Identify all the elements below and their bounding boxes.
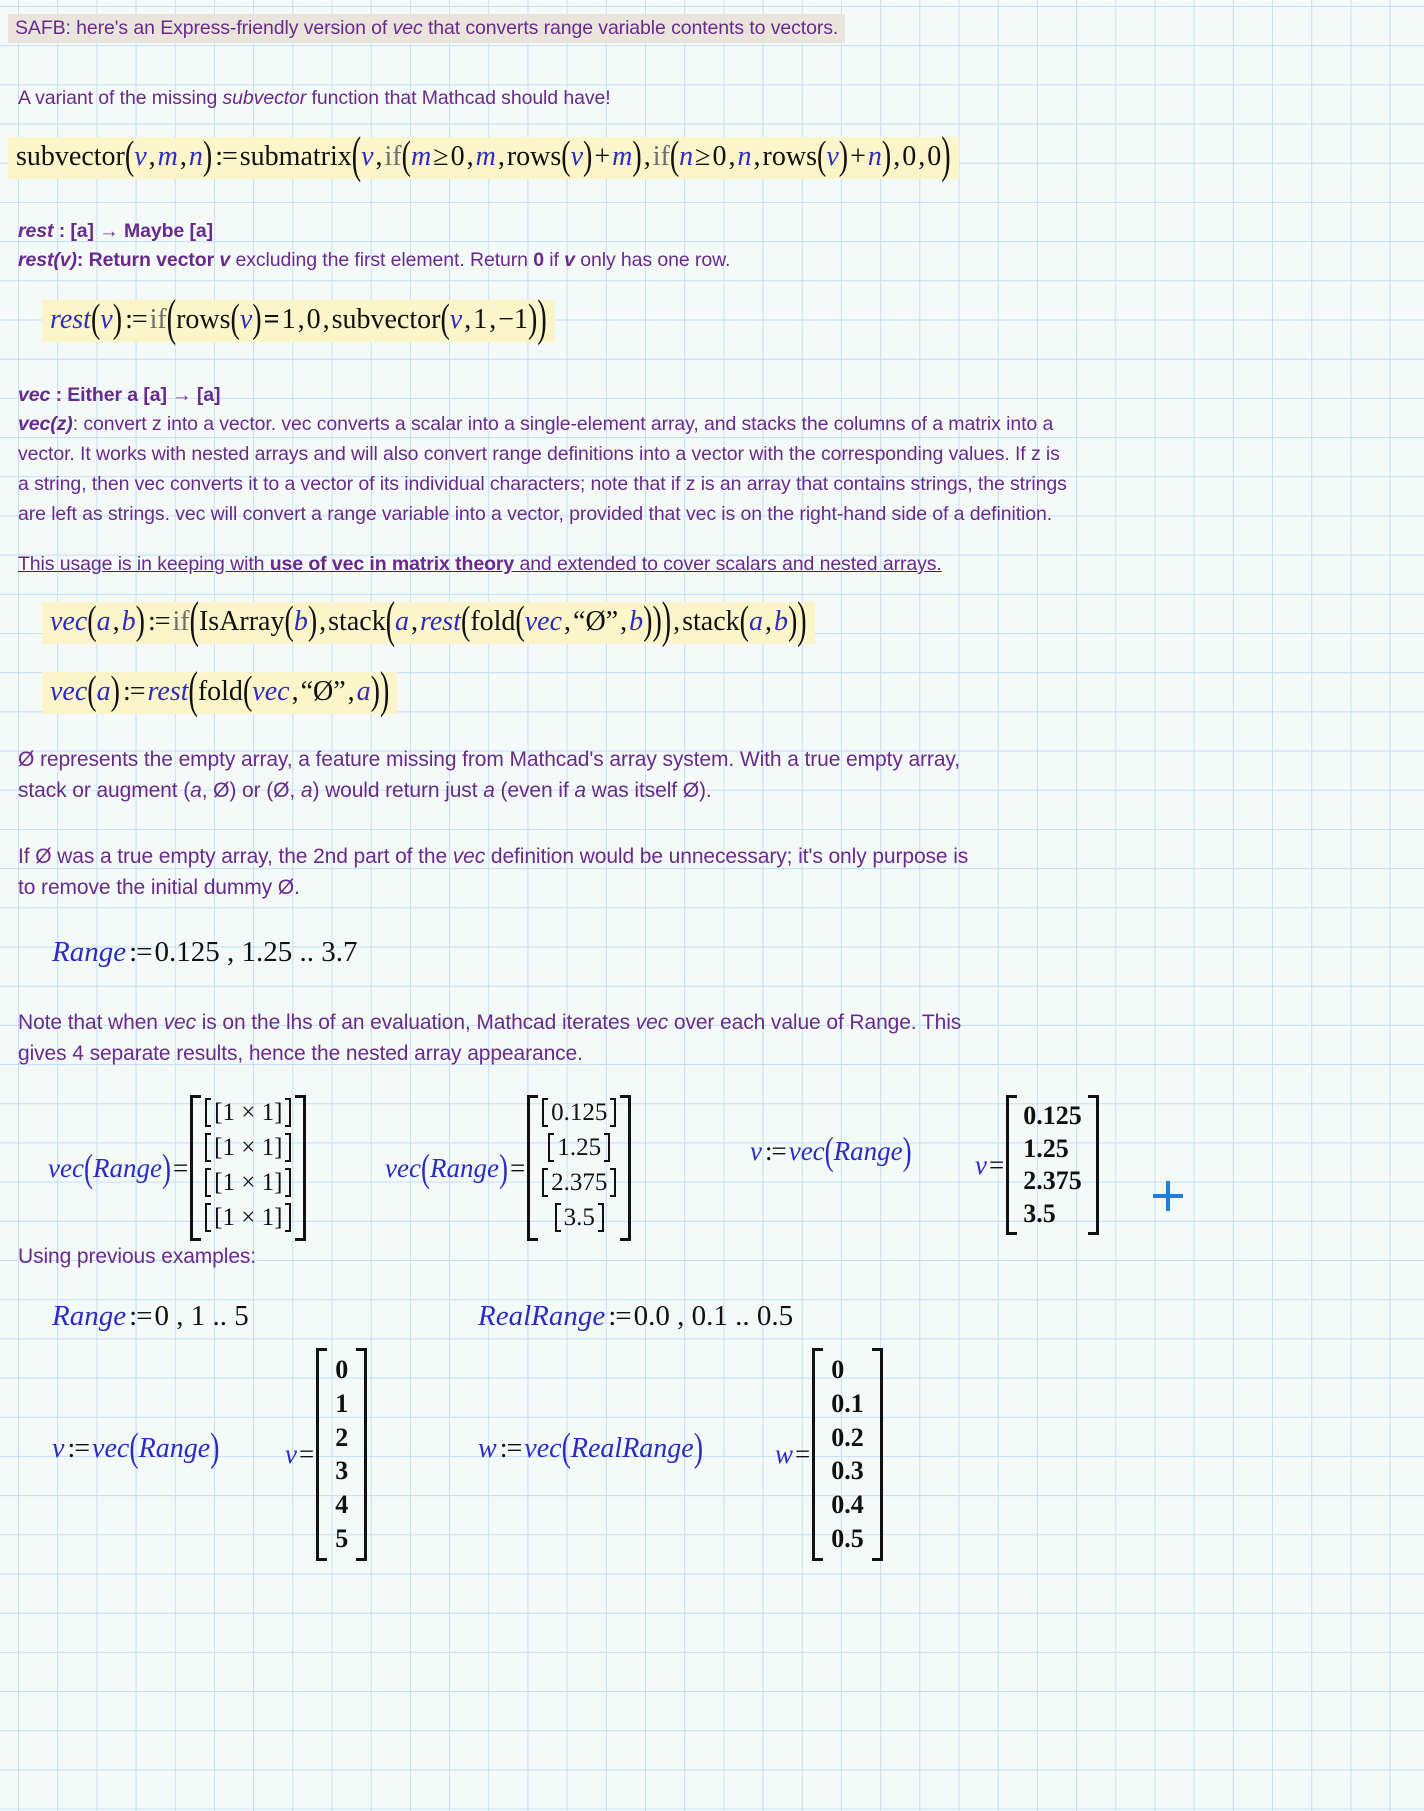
rest-desc-v1: v <box>219 249 231 271</box>
result-nested-op: = <box>172 1152 189 1183</box>
intro-italic-word: subvector <box>222 87 307 109</box>
rest-desc-zero: 0 <box>533 249 544 271</box>
bv-cell-2: 2 <box>335 1422 349 1452</box>
bw-cell-5: 0.5 <box>831 1523 864 1553</box>
range-2-name: Range <box>52 1300 127 1332</box>
values-cell-1: 1.25 <box>557 1134 602 1161</box>
itn-vec1: vec <box>163 1011 196 1034</box>
vec-definition-2arg-math: vec ( a , b ) := if ( IsArray ( b ) , stack ( a , rest ( fold ( vec , “Ø” , b ) ) ) , stack ( a , b ) ) <box>42 602 815 644</box>
ean2-p1: a <box>190 779 202 802</box>
range-definition-2-math <box>52 1302 249 1331</box>
usage-link-before: This usage is in keeping with <box>18 553 270 575</box>
bottom-v-evaluation-region[interactable] <box>285 1348 367 1561</box>
intro-line[interactable] <box>18 83 611 113</box>
note-banner[interactable] <box>8 13 845 43</box>
bottom-w-assign-lhs: w <box>478 1433 497 1464</box>
bottom-v-assign-fn: vec <box>92 1433 130 1464</box>
empty-array-note2-line-1 <box>18 842 968 872</box>
realrange-op: := <box>608 1300 631 1332</box>
bottom-v-assign-arg: Range <box>138 1433 211 1464</box>
bw-cell-4: 0.4 <box>831 1490 864 1520</box>
v-evaluation-matrix <box>1006 1095 1099 1235</box>
note-banner-prefix: SAFB: here's an Express-friendly version of <box>15 17 393 39</box>
vec-description-line-1: vector. It works with nested arrays and will also convert range definitions into a vector with the corresponding values. If z is <box>18 443 1060 465</box>
iteration-note-line-1 <box>18 1008 961 1038</box>
usage-link-after: and extended to cover scalars and nested arrays. <box>514 553 942 575</box>
v-eval-cell-2: 2.375 <box>1023 1166 1082 1195</box>
v-assignment-math: v := vec ( Range ) <box>750 1129 912 1173</box>
bv-cell-3: 3 <box>335 1456 349 1486</box>
rest-description <box>18 245 730 275</box>
intro-suffix: function that Mathcad should have! <box>306 87 611 109</box>
bottom-w-eval-lhs: w <box>775 1438 794 1469</box>
vec-definition-1arg-math: vec ( a ) := rest ( fold ( vec , “Ø” , a ) ) <box>42 672 397 714</box>
bottom-w-evaluation-region[interactable] <box>775 1348 883 1561</box>
result-values-math: vec ( Range ) = 0.125 1.25 2.375 3.5 <box>385 1095 631 1241</box>
bw-cell-1: 0.1 <box>831 1388 864 1418</box>
rest-desc-colon: : Return vector <box>76 249 220 271</box>
nested-cell-3: [1 × 1] <box>214 1204 283 1231</box>
ean2-p0: stack or augment ( <box>18 779 191 802</box>
v-assign-arg: Range <box>833 1136 903 1166</box>
bw-cell-3: 0.3 <box>831 1456 864 1486</box>
result-values-op: = <box>509 1152 526 1183</box>
vec-description-line-0 <box>18 409 1053 439</box>
result-values-region[interactable] <box>385 1095 631 1241</box>
ean2-p5: a <box>483 779 495 802</box>
vec-definition-1arg-region[interactable] <box>42 663 397 719</box>
v-eval-cell-1: 1.25 <box>1023 1133 1069 1163</box>
ean2-p3: a <box>300 779 313 802</box>
ean2-p7: a <box>574 779 586 802</box>
realrange-name: RealRange <box>478 1300 606 1332</box>
bottom-v-eval-op: = <box>298 1438 315 1469</box>
bw-cell-0: 0 <box>831 1355 845 1384</box>
v-eval-op: = <box>988 1149 1005 1180</box>
crosshair-cursor[interactable] <box>1153 1181 1183 1211</box>
vec-desc-name: vec(z) <box>18 413 73 435</box>
range-definition-1-region[interactable] <box>52 938 358 967</box>
bottom-v-assign-lhs: v <box>52 1433 65 1464</box>
range-2-value: 0 , 1 .. 5 <box>154 1300 249 1332</box>
v-assign-fn: vec <box>788 1136 825 1166</box>
subvector-definition-math: subvector ( v , m , n ) := submatrix ( v , if ( m ≥ 0 , m , rows ( v ) + m ) , if ( n ≥ 0 , n , rows ( v ) + n ) , 0 , 0 ) <box>8 137 959 179</box>
v-eval-cell-0: 0.125 <box>1023 1101 1082 1130</box>
vec-signature <box>18 380 220 410</box>
bottom-v-assignment-math: v := vec ( Range ) <box>52 1425 220 1471</box>
v-eval-lhs: v <box>975 1149 987 1180</box>
range-definition-2-region[interactable] <box>52 1302 249 1331</box>
nested-cell-1: [1 × 1] <box>214 1134 283 1161</box>
ean2-p4: ) would return just <box>312 779 484 802</box>
result-nested-matrix <box>190 1095 306 1241</box>
rest-definition-region[interactable] <box>42 291 555 347</box>
vec-signature-name: vec <box>18 384 51 406</box>
ean3-vec: vec <box>452 845 486 868</box>
v-assign-lhs: v <box>750 1136 762 1166</box>
range-1-name: Range <box>52 936 127 968</box>
result-values-matrix <box>527 1095 631 1241</box>
ean2-p2: , Ø) or (Ø, <box>201 779 301 802</box>
using-previous-label: Using previous examples: <box>18 1245 257 1268</box>
iteration-note-line-2: gives 4 separate results, hence the nested array appearance. <box>18 1042 583 1065</box>
realrange-definition-region[interactable] <box>478 1302 793 1331</box>
values-cell-0: 0.125 <box>551 1099 608 1126</box>
rest-desc-t1: excluding the first element. Return <box>230 249 534 271</box>
rest-desc-name: rest(v) <box>18 249 77 271</box>
v-eval-cell-3: 3.5 <box>1023 1198 1056 1228</box>
bottom-w-eval-op: = <box>795 1438 811 1469</box>
vec-description-line-3: are left as strings. vec will convert a range variable into a vector, provided that vec is on the right-hand side of a definition. <box>18 503 1053 525</box>
nested-cell-2: [1 × 1] <box>214 1169 283 1196</box>
bottom-v-assignment-region[interactable] <box>52 1425 220 1471</box>
itn-p2: is on the lhs of an evaluation, Mathcad iterates <box>195 1011 636 1034</box>
ean3-p0: If Ø was a true empty array, the 2nd part of the <box>18 845 453 868</box>
note-banner-italic-word: vec <box>392 17 423 39</box>
matrix-theory-link[interactable]: use of vec in matrix theory <box>269 553 515 575</box>
empty-array-note-line-1 <box>18 745 960 775</box>
rest-signature <box>18 216 213 246</box>
result-values-arg: Range <box>429 1152 499 1183</box>
result-nested-region[interactable] <box>48 1095 306 1241</box>
bottom-v-eval-lhs: v <box>285 1438 297 1469</box>
v-evaluation-region[interactable] <box>975 1095 1099 1235</box>
rest-desc-t3: only has one row. <box>574 249 731 271</box>
vec-signature-type: : Either a [a] → [a] <box>50 384 221 406</box>
range-1-op: := <box>129 936 152 968</box>
bottom-w-assign-arg: RealRange <box>570 1433 694 1464</box>
empty-array-note2-line-2: to remove the initial dummy Ø. <box>18 876 300 899</box>
bottom-w-evaluation-math <box>775 1348 883 1561</box>
itn-vec2: vec <box>635 1011 669 1034</box>
ean2-p6: (even if <box>494 779 575 802</box>
bw-cell-2: 0.2 <box>831 1422 864 1452</box>
empty-array-note-text-1: represents the empty array, a feature missing from Mathcad's array system. With a true empty array, <box>34 748 960 771</box>
note-banner-text <box>8 14 845 43</box>
ean3-p2: definition would be unnecessary; it's only purpose is <box>485 845 969 868</box>
empty-array-note-line-2 <box>18 776 712 806</box>
bottom-w-assignment-region[interactable] <box>478 1425 704 1471</box>
vec-desc-text-0: : convert z into a vector. vec converts a scalar into a single-element array, and stacks the columns of a matrix into a <box>72 413 1054 435</box>
ean2-p8: was itself Ø). <box>585 779 712 802</box>
nested-cell-0: [1 × 1] <box>214 1099 283 1126</box>
vec-description-line-2: a string, then vec converts it to a vector of its individual characters; note that if z is an array that contains strings, the strings <box>18 473 1067 495</box>
values-cell-3: 3.5 <box>563 1204 595 1231</box>
rest-definition-math: rest ( v ) := if ( rows ( v ) = 1 , 0 , subvector ( v , 1 , −1 ) ) <box>42 300 555 342</box>
bottom-w-assign-op: := <box>499 1433 522 1464</box>
v-assignment-region[interactable] <box>750 1129 912 1173</box>
bv-cell-1: 1 <box>335 1388 349 1418</box>
range-definition-1-math <box>52 938 358 967</box>
usage-link-line[interactable] <box>18 549 942 579</box>
rest-desc-v2: v <box>564 249 575 271</box>
range-2-op: := <box>129 1300 152 1332</box>
values-cell-2: 2.375 <box>551 1169 608 1196</box>
rest-signature-type: : [a] → Maybe [a] <box>53 220 214 242</box>
itn-p4: over each value of Range. This <box>668 1011 962 1034</box>
bv-cell-0: 0 <box>335 1355 349 1384</box>
bottom-v-assign-op: := <box>67 1433 90 1464</box>
realrange-definition-math <box>478 1302 793 1331</box>
v-evaluation-math <box>975 1095 1099 1235</box>
v-assign-op: := <box>764 1136 786 1166</box>
rest-signature-name: rest <box>18 220 54 242</box>
bottom-w-assignment-math: w := vec ( RealRange ) <box>478 1425 704 1471</box>
bottom-w-evaluation-matrix <box>812 1348 883 1561</box>
range-1-value: 0.125 , 1.25 .. 3.7 <box>154 936 358 968</box>
note-banner-suffix: that converts range variable contents to vectors. <box>422 17 839 39</box>
result-nested-arg: Range <box>92 1152 162 1183</box>
rest-desc-t2: if <box>543 249 565 271</box>
result-values-fn: vec <box>385 1152 421 1183</box>
subvector-definition-region[interactable] <box>8 128 959 184</box>
realrange-value: 0.0 , 0.1 .. 0.5 <box>633 1300 794 1332</box>
bottom-v-evaluation-math <box>285 1348 367 1561</box>
vec-definition-2arg-region[interactable] <box>42 593 815 649</box>
bottom-v-evaluation-matrix <box>316 1348 367 1561</box>
bv-cell-5: 5 <box>335 1523 349 1553</box>
bv-cell-4: 4 <box>335 1490 349 1520</box>
intro-prefix: A variant of the missing <box>18 87 223 109</box>
itn-p0: Note that when <box>18 1011 164 1034</box>
result-nested-math: vec ( Range ) = [1 × 1] [1 × 1] [1 × 1] [1 × 1] <box>48 1095 306 1241</box>
bottom-w-assign-fn: vec <box>524 1433 562 1464</box>
empty-symbol: Ø <box>18 748 35 771</box>
result-nested-fn: vec <box>48 1152 84 1183</box>
